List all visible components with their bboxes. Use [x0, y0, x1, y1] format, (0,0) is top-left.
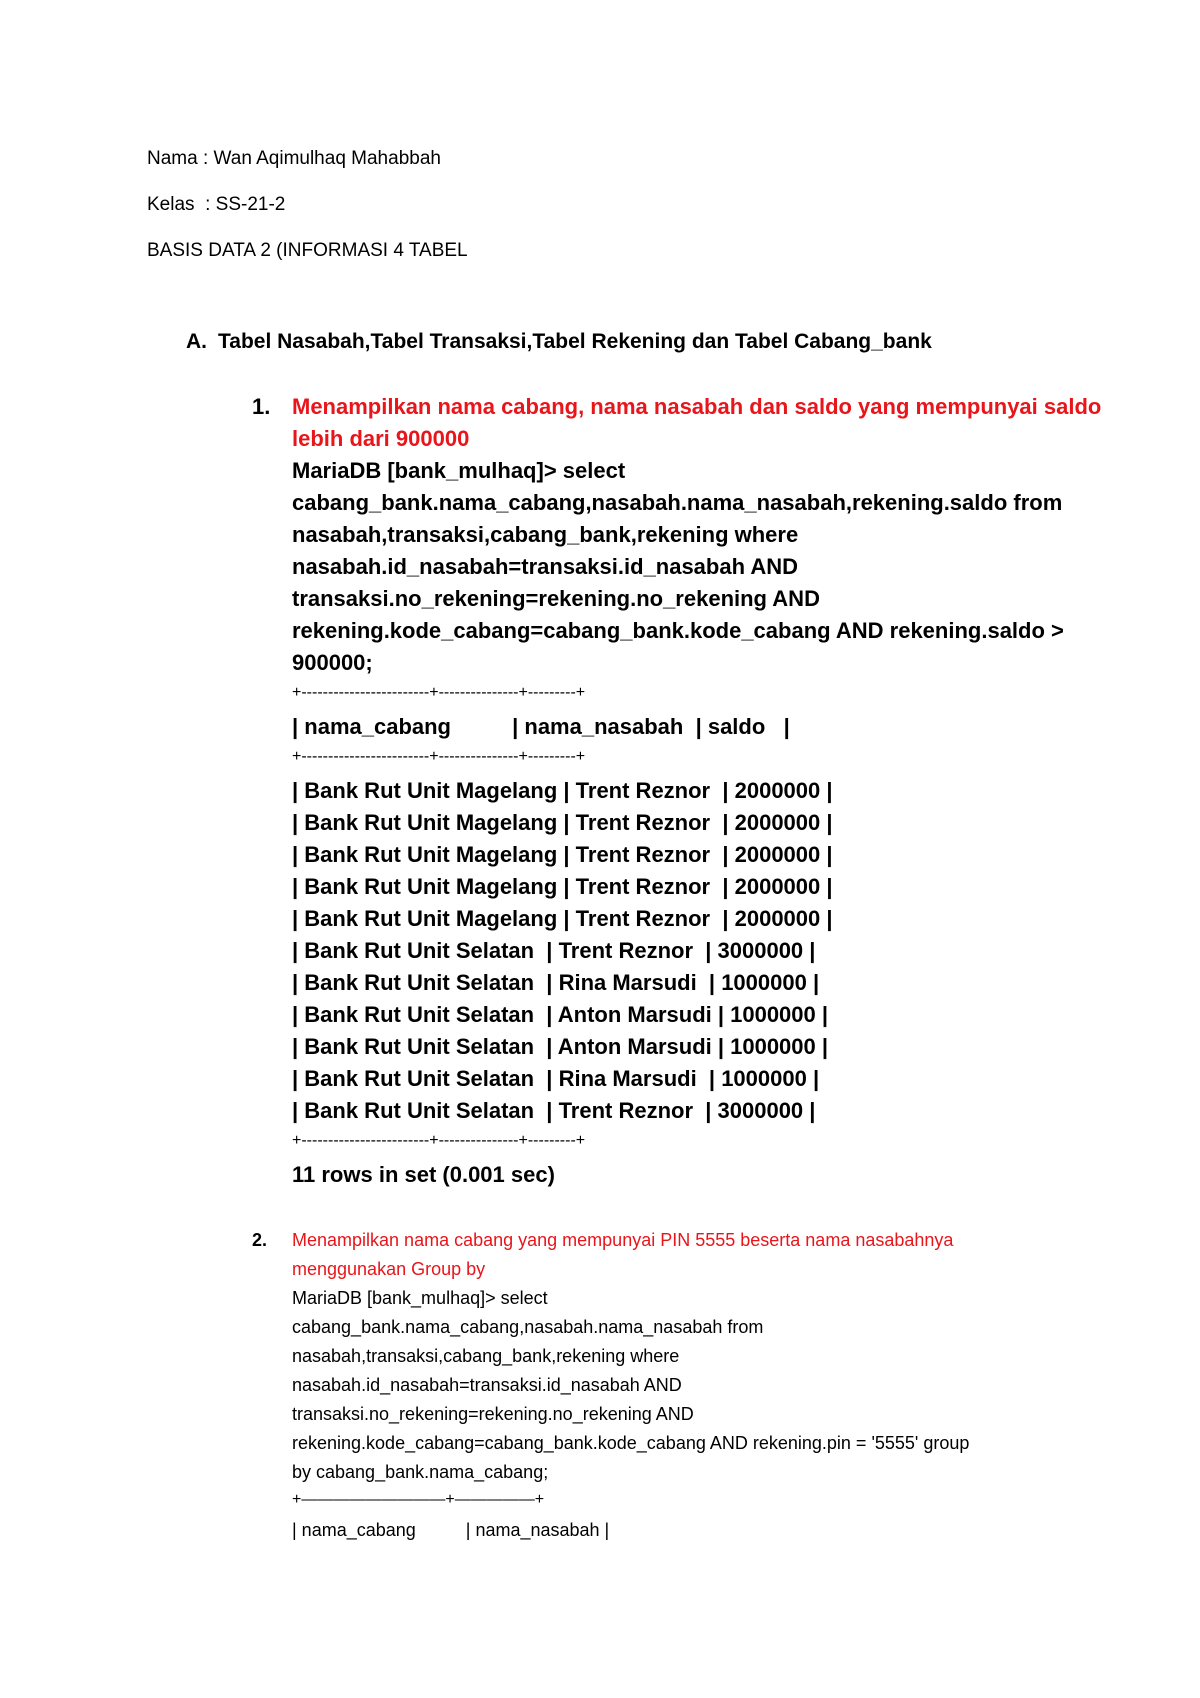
question-1-title-line: Menampilkan nama cabang, nama nasabah dan saldo yang mempunyai saldo	[292, 394, 1102, 419]
table-2-separator: +—————————+—————+	[292, 1491, 545, 1508]
query-2-line: rekening.kode_cabang=cabang_bank.kode_cabang AND rekening.pin = '5555' group	[292, 1433, 970, 1453]
query-1-line: rekening.kode_cabang=cabang_bank.kode_cabang AND rekening.saldo >	[292, 618, 1064, 643]
question-1-title-line: lebih dari 900000	[292, 426, 470, 451]
table-1-row: | Bank Rut Unit Magelang | Trent Reznor | 2000000 |	[292, 810, 833, 835]
student-class: Kelas : SS-21-2	[147, 194, 286, 215]
question-2-title-line: Menampilkan nama cabang yang mempunyai PIN 5555 beserta nama nasabahnya	[292, 1230, 954, 1250]
table-1-row: | Bank Rut Unit Selatan | Anton Marsudi | 1000000 |	[292, 1034, 829, 1059]
table-1-separator: +------------------------+---------------+---------+	[292, 748, 586, 765]
query-1-line: nasabah,transaksi,cabang_bank,rekening where	[292, 522, 799, 547]
question-2-number: 2.	[252, 1230, 268, 1250]
table-1-row: | Bank Rut Unit Magelang | Trent Reznor | 2000000 |	[292, 906, 833, 931]
query-2-line: MariaDB [bank_mulhaq]> select	[292, 1288, 548, 1308]
question-1-number: 1.	[252, 394, 271, 419]
table-1-row: | Bank Rut Unit Selatan | Trent Reznor | 3000000 |	[292, 938, 816, 963]
table-1-header: | nama_cabang | nama_nasabah | saldo |	[292, 714, 790, 739]
table-1-row: | Bank Rut Unit Selatan | Rina Marsudi | 1000000 |	[292, 1066, 820, 1091]
query-1-line: cabang_bank.nama_cabang,nasabah.nama_nasabah,rekening.saldo from	[292, 490, 1063, 515]
document-title: BASIS DATA 2 (INFORMASI 4 TABEL	[147, 240, 468, 261]
query-2-line: transaksi.no_rekening=rekening.no_rekening AND	[292, 1404, 694, 1424]
table-2-header: | nama_cabang | nama_nasabah |	[292, 1520, 610, 1540]
table-1-row: | Bank Rut Unit Magelang | Trent Reznor | 2000000 |	[292, 842, 833, 867]
query-2-line: nasabah,transaksi,cabang_bank,rekening where	[292, 1346, 680, 1366]
query-1-line: transaksi.no_rekening=rekening.no_rekening AND	[292, 586, 820, 611]
student-name: Nama : Wan Aqimulhaq Mahabbah	[147, 148, 441, 169]
question-2-title-line: menggunakan Group by	[292, 1259, 486, 1279]
table-1-row: | Bank Rut Unit Magelang | Trent Reznor | 2000000 |	[292, 778, 833, 803]
query-1-line: nasabah.id_nasabah=transaksi.id_nasabah AND	[292, 554, 798, 579]
query-2-line: by cabang_bank.nama_cabang;	[292, 1462, 549, 1482]
query-2-line: cabang_bank.nama_cabang,nasabah.nama_nasabah from	[292, 1317, 764, 1337]
table-1-separator: +------------------------+---------------+---------+	[292, 684, 586, 701]
table-1-row: | Bank Rut Unit Selatan | Anton Marsudi | 1000000 |	[292, 1002, 829, 1027]
query-1-line: 900000;	[292, 650, 373, 675]
table-1-row: | Bank Rut Unit Magelang | Trent Reznor | 2000000 |	[292, 874, 833, 899]
query-1-line: MariaDB [bank_mulhaq]> select	[292, 458, 626, 483]
section-label: A.	[186, 330, 207, 353]
table-1-row: | Bank Rut Unit Selatan | Trent Reznor | 3000000 |	[292, 1098, 816, 1123]
section-title: Tabel Nasabah,Tabel Transaksi,Tabel Rekening dan Tabel Cabang_bank	[218, 330, 932, 353]
query-1-result: 11 rows in set (0.001 sec)	[292, 1162, 555, 1187]
table-1-row: | Bank Rut Unit Selatan | Rina Marsudi | 1000000 |	[292, 970, 820, 995]
table-1-separator: +------------------------+---------------+---------+	[292, 1132, 586, 1149]
query-2-line: nasabah.id_nasabah=transaksi.id_nasabah AND	[292, 1375, 682, 1395]
